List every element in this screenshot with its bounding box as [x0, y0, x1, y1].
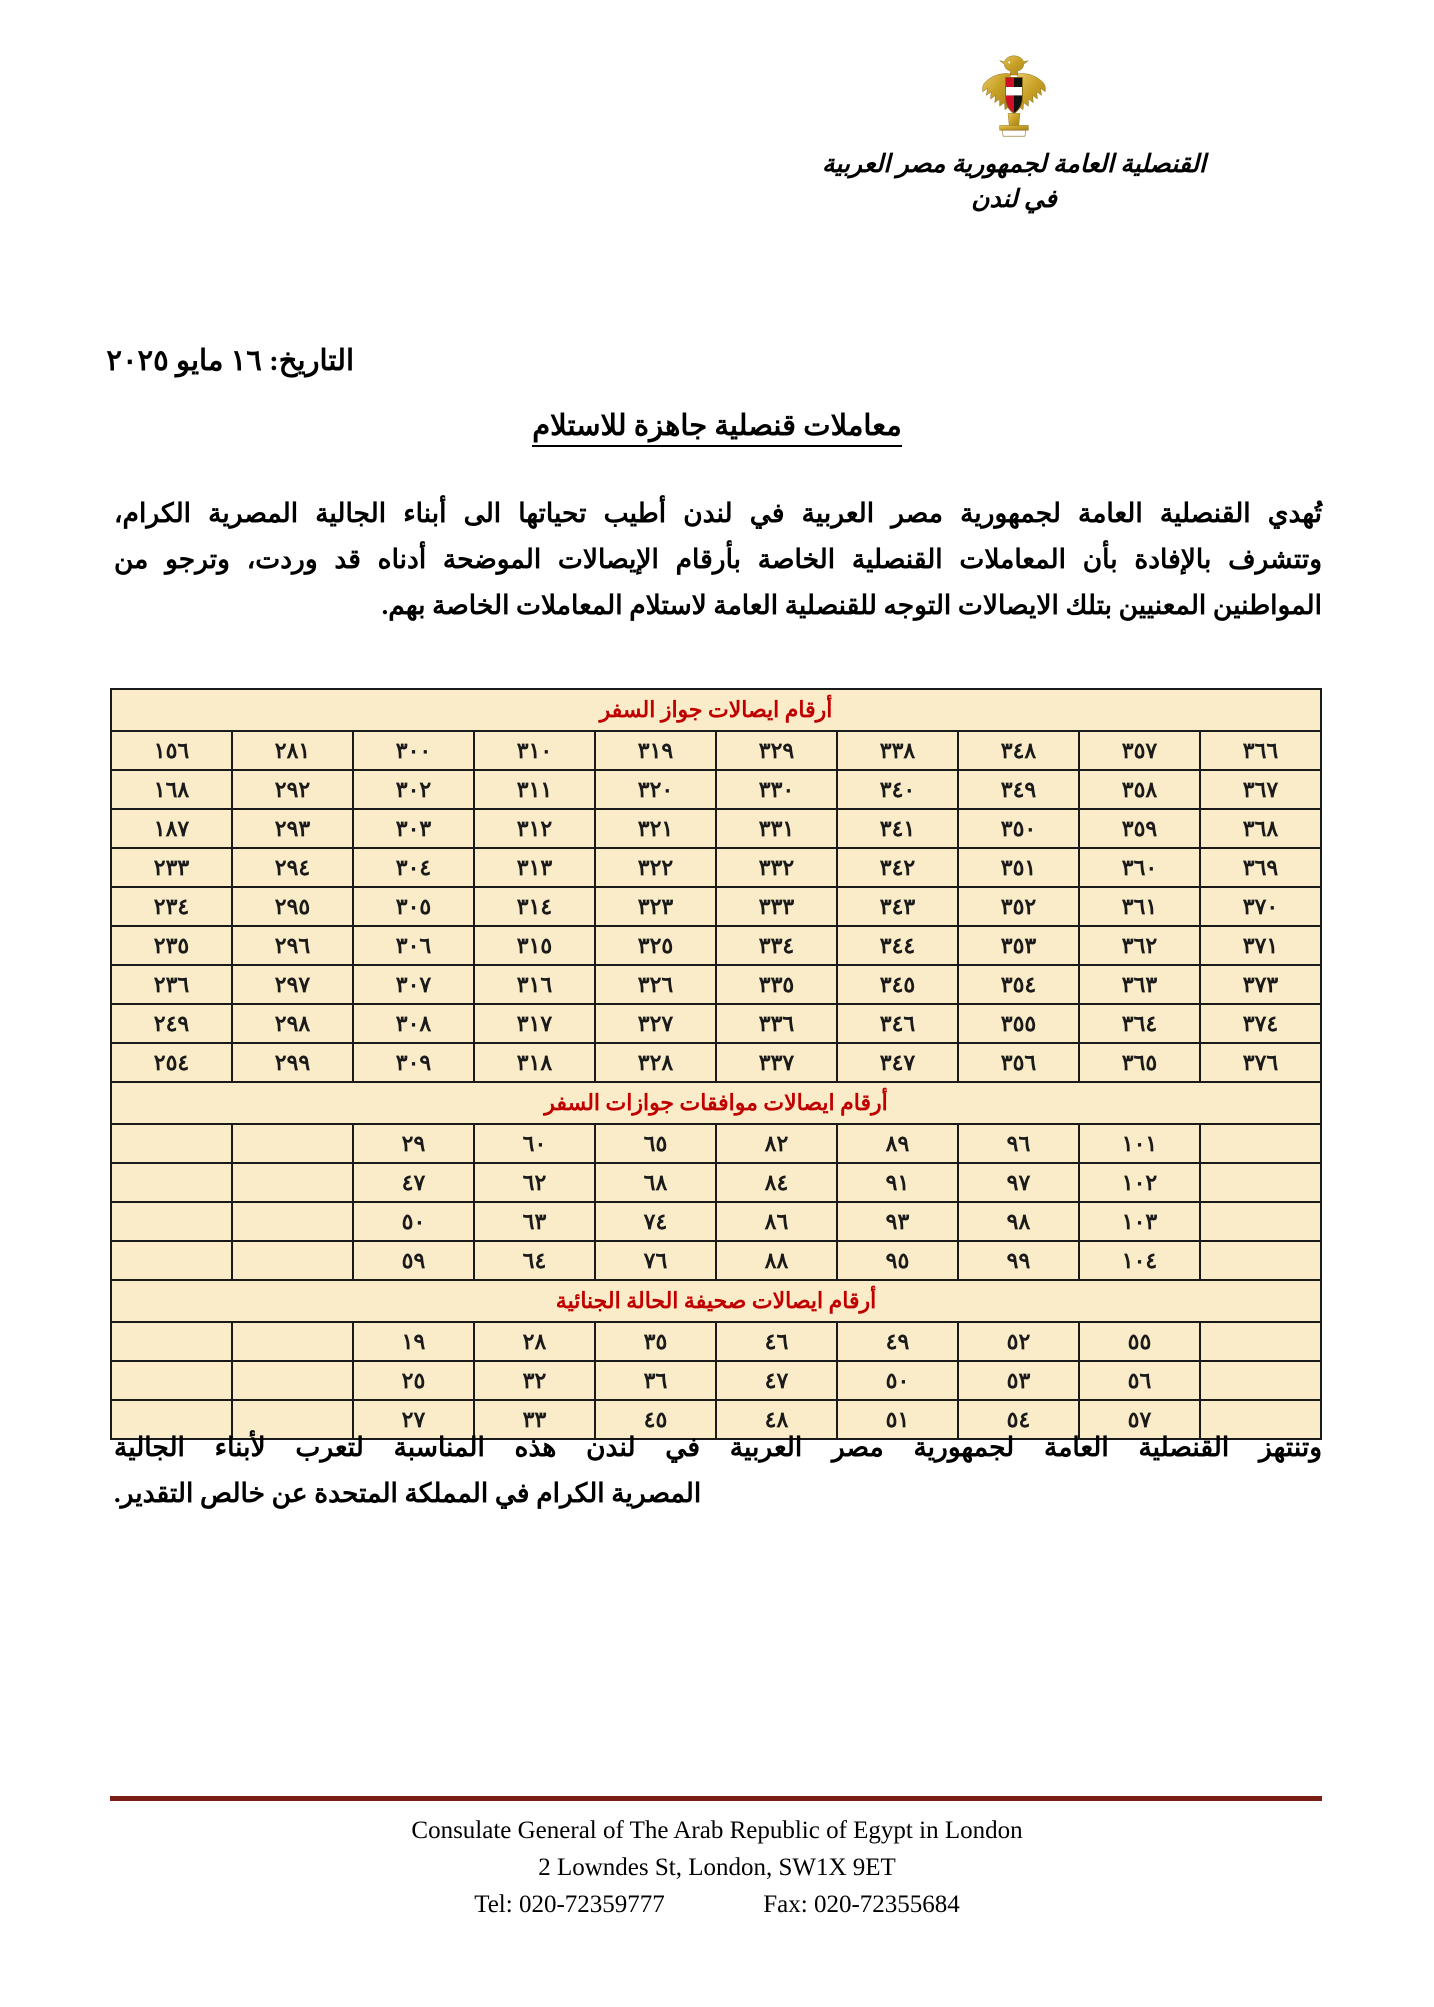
- table-row: [111, 1163, 1321, 1202]
- table-cell: ٣١٢: [474, 809, 595, 848]
- table-cell: ٩٧: [958, 1163, 1079, 1202]
- table-cell-empty: [232, 1241, 353, 1280]
- table-cell: ٢٨: [474, 1322, 595, 1361]
- table-cell: ٣٢٩: [716, 731, 837, 770]
- eagle-of-saladin-emblem: [978, 50, 1050, 142]
- table-cell: ٣٣٢: [716, 848, 837, 887]
- table-cell: ٧٦: [595, 1241, 716, 1280]
- table-cell: ٥٧: [1079, 1400, 1200, 1439]
- table-cell: ٥٢: [958, 1322, 1079, 1361]
- table-row: [111, 965, 1321, 1004]
- table-cell: ٣٥٦: [958, 1043, 1079, 1082]
- table-cell-empty: [111, 1322, 232, 1361]
- table-cell: ٨٢: [716, 1124, 837, 1163]
- table-cell: ٥٩: [353, 1241, 474, 1280]
- table-cell: ٢٩٦: [232, 926, 353, 965]
- table-cell: ٨٨: [716, 1241, 837, 1280]
- letterhead: [704, 50, 1324, 217]
- table-cell: ٥٤: [958, 1400, 1079, 1439]
- table-row: [111, 1241, 1321, 1280]
- table-cell: ٢٨١: [232, 731, 353, 770]
- table-cell: ٥٥: [1079, 1322, 1200, 1361]
- organization-name: القنصلية العامة لجمهورية مصر العربية: [822, 151, 1206, 178]
- table-cell-empty: [111, 1361, 232, 1400]
- table-cell: ١٠١: [1079, 1124, 1200, 1163]
- table-cell-empty: [1200, 1163, 1321, 1202]
- section-heading-row: [111, 1280, 1321, 1322]
- table-cell: ٣٠٦: [353, 926, 474, 965]
- table-cell: ٣٣٦: [716, 1004, 837, 1043]
- document-title-text: معاملات قنصلية جاهزة للاستلام: [532, 410, 902, 447]
- table-cell-empty: [111, 1241, 232, 1280]
- table-cell-empty: [232, 1202, 353, 1241]
- table-cell: ٣٢٥: [595, 926, 716, 965]
- footer-contact: [0, 1886, 1434, 1923]
- table-row: [111, 809, 1321, 848]
- table-cell: ٣٥٥: [958, 1004, 1079, 1043]
- table-cell: ٣٣: [474, 1400, 595, 1439]
- table-cell: ١٦٨: [111, 770, 232, 809]
- table-cell-empty: [1200, 1124, 1321, 1163]
- table-cell: ١٩: [353, 1322, 474, 1361]
- table-cell: ٣٠٥: [353, 887, 474, 926]
- document-date: التاريخ: ١٦ مايو ٢٠٢٥: [106, 345, 354, 377]
- table-cell: ٣٠٨: [353, 1004, 474, 1043]
- table-cell: ١٠٢: [1079, 1163, 1200, 1202]
- footer-fax: Fax: 020-72355684: [763, 1891, 960, 1918]
- table-cell: ٣١٤: [474, 887, 595, 926]
- table-row: [111, 1322, 1321, 1361]
- table-cell: ٣١٩: [595, 731, 716, 770]
- table-cell: ٣٦: [595, 1361, 716, 1400]
- table-cell-empty: [1200, 1322, 1321, 1361]
- table-cell: ٣٦٣: [1079, 965, 1200, 1004]
- table-cell: ٣٦٥: [1079, 1043, 1200, 1082]
- table-cell: ٣٣٣: [716, 887, 837, 926]
- table-cell: ٨٦: [716, 1202, 837, 1241]
- table-cell: ٣٤٣: [837, 887, 958, 926]
- table-cell-empty: [111, 1163, 232, 1202]
- table-row: [111, 926, 1321, 965]
- table-cell: ٩١: [837, 1163, 958, 1202]
- table-cell: ٦٥: [595, 1124, 716, 1163]
- footer-divider: [110, 1796, 1322, 1801]
- organization-city: في لندن: [971, 185, 1057, 213]
- table-cell: ٣٦٠: [1079, 848, 1200, 887]
- table-cell: ٤٧: [353, 1163, 474, 1202]
- table-row: [111, 1202, 1321, 1241]
- table-cell: ٤٧: [716, 1361, 837, 1400]
- table-cell: ٣٦٧: [1200, 770, 1321, 809]
- table-cell: ٣٠٤: [353, 848, 474, 887]
- table-row: [111, 1043, 1321, 1082]
- table-cell: ٣٧٠: [1200, 887, 1321, 926]
- table-cell: ٢٩٩: [232, 1043, 353, 1082]
- table-cell: ٣١٣: [474, 848, 595, 887]
- table-cell: ٣٠٧: [353, 965, 474, 1004]
- table-cell: ٦٠: [474, 1124, 595, 1163]
- table-cell: ٣٦٨: [1200, 809, 1321, 848]
- table-cell: ٦٣: [474, 1202, 595, 1241]
- table-cell: ٣٥٩: [1079, 809, 1200, 848]
- table-cell: ٦٤: [474, 1241, 595, 1280]
- table-cell: ٣٢٢: [595, 848, 716, 887]
- table-cell: ٣٥٠: [958, 809, 1079, 848]
- table-cell: ٣٢: [474, 1361, 595, 1400]
- table-cell: ٧٤: [595, 1202, 716, 1241]
- table-cell: ٣٠٢: [353, 770, 474, 809]
- table-cell: ٣٢٠: [595, 770, 716, 809]
- body-line-2: وتتشرف بالإفادة بأن المعاملات القنصلية الخاصة بأرقام الإيصالات الموضحة أدناه قد وردت، وترجو من: [114, 544, 1322, 574]
- closing-line-1: وتنتهز القنصلية العامة لجمهورية مصر العربية في لندن هذه المناسبة لتعرب لأبناء الجالية: [114, 1432, 1322, 1462]
- footer-address: 2 Lowndes St, London, SW1X 9ET: [538, 1854, 896, 1881]
- table-cell: ٨٤: [716, 1163, 837, 1202]
- table-cell: ٣٤٧: [837, 1043, 958, 1082]
- document-title: [0, 408, 1434, 443]
- receipts-table-container: [110, 688, 1322, 1440]
- table-cell: ٦٨: [595, 1163, 716, 1202]
- table-cell: ٥٠: [837, 1361, 958, 1400]
- table-cell: ٣٣٨: [837, 731, 958, 770]
- table-cell: ٣٥٨: [1079, 770, 1200, 809]
- table-cell: ٩٣: [837, 1202, 958, 1241]
- table-cell: ٣٠٠: [353, 731, 474, 770]
- table-cell: ٣١٧: [474, 1004, 595, 1043]
- table-cell: ٣٣٤: [716, 926, 837, 965]
- table-cell: ٣٢٦: [595, 965, 716, 1004]
- table-cell: ٣٣١: [716, 809, 837, 848]
- table-cell: ٢٩٣: [232, 809, 353, 848]
- table-row: [111, 1124, 1321, 1163]
- table-cell: ٨٩: [837, 1124, 958, 1163]
- table-cell: ٩٨: [958, 1202, 1079, 1241]
- table-row: [111, 731, 1321, 770]
- table-cell-empty: [1200, 1202, 1321, 1241]
- section-heading: أرقام ايصالات جواز السفر: [111, 689, 1321, 731]
- table-cell: ٣٥٤: [958, 965, 1079, 1004]
- table-row: [111, 848, 1321, 887]
- table-cell: ٣٢٣: [595, 887, 716, 926]
- table-cell: ١٠٣: [1079, 1202, 1200, 1241]
- table-cell-empty: [232, 1124, 353, 1163]
- table-cell: ٣٦٦: [1200, 731, 1321, 770]
- table-cell: ٣٤٢: [837, 848, 958, 887]
- table-cell: ٢٩٨: [232, 1004, 353, 1043]
- table-cell: ١٨٧: [111, 809, 232, 848]
- table-cell: ٣٤٨: [958, 731, 1079, 770]
- footer-consulate-name: Consulate General of The Arab Republic of Egypt in London: [411, 1817, 1023, 1844]
- table-cell: ٣٥٢: [958, 887, 1079, 926]
- table-cell: ٣٥١: [958, 848, 1079, 887]
- table-cell: ٢٣٤: [111, 887, 232, 926]
- table-cell: ٥١: [837, 1400, 958, 1439]
- table-cell: ٣٧٦: [1200, 1043, 1321, 1082]
- table-cell: ٤٦: [716, 1322, 837, 1361]
- emblem-container: [704, 50, 1324, 142]
- body-paragraph: [114, 490, 1322, 628]
- body-line-3: المواطنين المعنيين بتلك الايصالات التوجه للقنصلية العامة لاستلام المعاملات الخاصة بهم.: [381, 590, 1322, 620]
- table-cell: ٣٦٩: [1200, 848, 1321, 887]
- table-cell: ٥٠: [353, 1202, 474, 1241]
- receipts-table: [110, 688, 1322, 1440]
- table-cell: ٣٢٧: [595, 1004, 716, 1043]
- table-cell: ٢٩٧: [232, 965, 353, 1004]
- table-cell: ٢٩: [353, 1124, 474, 1163]
- table-cell: ٣٤٥: [837, 965, 958, 1004]
- table-cell: ٣١٠: [474, 731, 595, 770]
- table-cell: ٣٧١: [1200, 926, 1321, 965]
- table-cell-empty: [232, 1361, 353, 1400]
- table-cell: ٩٦: [958, 1124, 1079, 1163]
- table-cell: ٣٠٩: [353, 1043, 474, 1082]
- table-cell: ٥٣: [958, 1361, 1079, 1400]
- section-heading-row: [111, 1082, 1321, 1124]
- table-cell: ٦٢: [474, 1163, 595, 1202]
- table-cell: ٣٣٥: [716, 965, 837, 1004]
- table-cell-empty: [232, 1322, 353, 1361]
- table-cell: ٣٤١: [837, 809, 958, 848]
- footer-telephone: Tel: 020-72359777: [474, 1891, 665, 1918]
- table-cell: ٢٣٦: [111, 965, 232, 1004]
- footer: [0, 1812, 1434, 1923]
- table-cell: ٣٦١: [1079, 887, 1200, 926]
- table-cell: ٣١٨: [474, 1043, 595, 1082]
- table-cell: ٢٥٤: [111, 1043, 232, 1082]
- table-row: [111, 770, 1321, 809]
- table-row: [111, 1004, 1321, 1043]
- table-cell: ١٠٤: [1079, 1241, 1200, 1280]
- table-cell: ٩٩: [958, 1241, 1079, 1280]
- table-cell: ٣١٦: [474, 965, 595, 1004]
- table-cell: ١٥٦: [111, 731, 232, 770]
- table-cell: ٣٠٣: [353, 809, 474, 848]
- table-cell: ٣٥٧: [1079, 731, 1200, 770]
- table-cell: ٣٥: [595, 1322, 716, 1361]
- table-cell: ٣٥٣: [958, 926, 1079, 965]
- table-cell: ٣١٥: [474, 926, 595, 965]
- table-cell: ٢٩٥: [232, 887, 353, 926]
- table-cell: ٣٦٤: [1079, 1004, 1200, 1043]
- table-cell: ٣٤٤: [837, 926, 958, 965]
- table-cell: ٣٤٩: [958, 770, 1079, 809]
- table-cell-empty: [1200, 1361, 1321, 1400]
- table-cell-empty: [232, 1163, 353, 1202]
- section-heading-row: [111, 689, 1321, 731]
- body-line-1: تُهدي القنصلية العامة لجمهورية مصر العربية في لندن أطيب تحياتها الى أبناء الجالية المصرية الكرام،: [114, 498, 1322, 528]
- table-cell: ٢٩٢: [232, 770, 353, 809]
- table-cell-empty: [111, 1202, 232, 1241]
- table-cell: ٢٥: [353, 1361, 474, 1400]
- table-cell: ٣٢٨: [595, 1043, 716, 1082]
- table-row: [111, 1361, 1321, 1400]
- table-cell: ٣٣٠: [716, 770, 837, 809]
- section-heading: أرقام ايصالات موافقات جوازات السفر: [111, 1082, 1321, 1124]
- table-cell: ٤٥: [595, 1400, 716, 1439]
- table-cell: ٣٧٤: [1200, 1004, 1321, 1043]
- table-cell: ٤٨: [716, 1400, 837, 1439]
- table-cell: ٢٤٩: [111, 1004, 232, 1043]
- table-cell: ٢٧: [353, 1400, 474, 1439]
- section-heading: أرقام ايصالات صحيفة الحالة الجنائية: [111, 1280, 1321, 1322]
- table-row: [111, 887, 1321, 926]
- table-cell: ٣١١: [474, 770, 595, 809]
- table-cell: ٢٩٤: [232, 848, 353, 887]
- table-cell: ٥٦: [1079, 1361, 1200, 1400]
- table-cell-empty: [111, 1124, 232, 1163]
- table-cell: ٣٣٧: [716, 1043, 837, 1082]
- table-cell: ٣٢١: [595, 809, 716, 848]
- closing-paragraph: [114, 1424, 1322, 1516]
- table-cell: ٩٥: [837, 1241, 958, 1280]
- table-cell: ٢٣٥: [111, 926, 232, 965]
- table-cell: ٣٦٢: [1079, 926, 1200, 965]
- table-cell: ٣٤٠: [837, 770, 958, 809]
- table-cell: ٤٩: [837, 1322, 958, 1361]
- table-cell-empty: [1200, 1241, 1321, 1280]
- table-cell: ٢٣٣: [111, 848, 232, 887]
- closing-line-2: المصرية الكرام في المملكة المتحدة عن خالص التقدير.: [114, 1478, 702, 1508]
- table-cell: ٣٤٦: [837, 1004, 958, 1043]
- table-cell: ٣٧٣: [1200, 965, 1321, 1004]
